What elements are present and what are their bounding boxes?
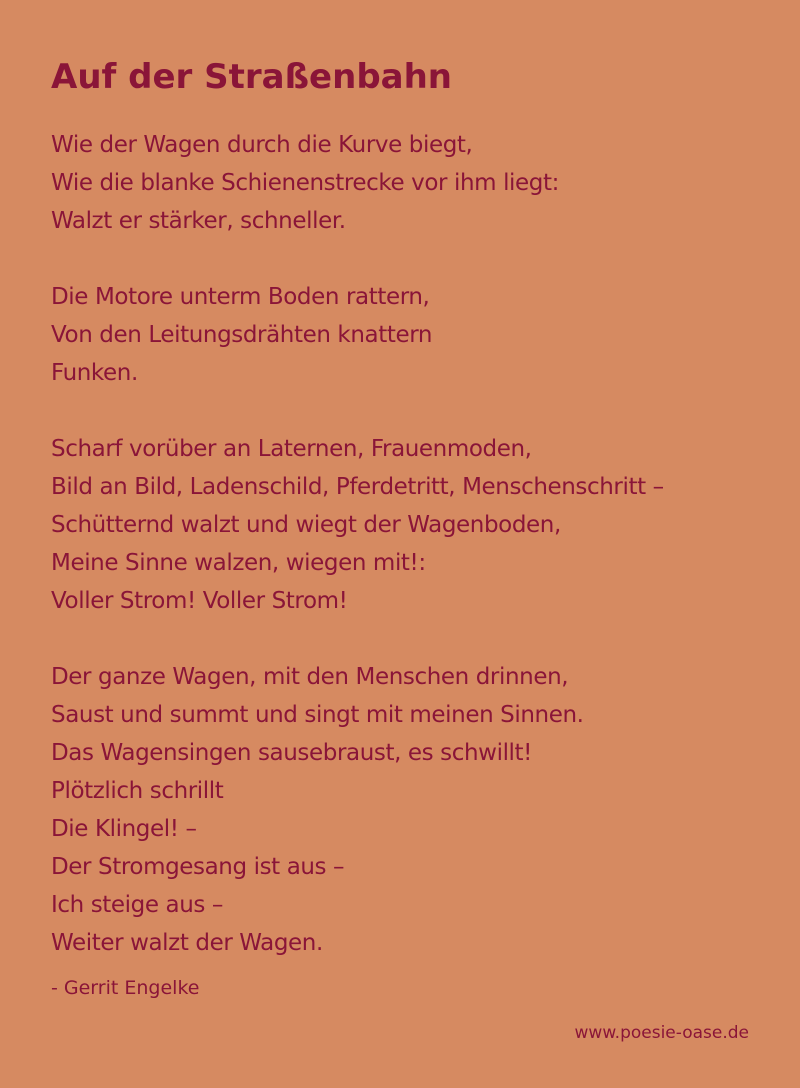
poem-line: Weiter walzt der Wagen.: [51, 930, 323, 956]
stanza-4: [51, 658, 771, 962]
poem-body: [51, 126, 771, 1000]
poem-title: Auf der Straßenbahn: [51, 57, 453, 97]
poem-line: Schütternd walzt und wiegt der Wagenboden,: [51, 512, 561, 538]
poem-line: Wie die blanke Schienenstrecke vor ihm liegt:: [51, 170, 559, 196]
poem-line: Von den Leitungsdrähten knattern: [51, 322, 433, 348]
poem-line: Scharf vorüber an Laternen, Frauenmoden,: [51, 436, 532, 462]
website-credit: www.poesie-oase.de: [574, 1023, 749, 1043]
poem-line: Die Klingel! –: [51, 816, 197, 842]
poem-line: Der ganze Wagen, mit den Menschen drinnen,: [51, 664, 569, 690]
poem-line: Voller Strom! Voller Strom!: [51, 588, 348, 614]
poem-line: Walzt er stärker, schneller.: [51, 208, 346, 234]
poem-author: - Gerrit Engelke: [51, 977, 200, 999]
poem-line: Bild an Bild, Ladenschild, Pferdetritt, Menschenschritt –: [51, 474, 664, 500]
stanza-1: [51, 126, 771, 240]
stanza-2: [51, 278, 771, 392]
poem-line: Ich steige aus –: [51, 892, 223, 918]
poem-line: Meine Sinne walzen, wiegen mit!:: [51, 550, 426, 576]
poem-line: Wie der Wagen durch die Kurve biegt,: [51, 132, 473, 158]
poem-line: Der Stromgesang ist aus –: [51, 854, 345, 880]
poem-line: Saust und summt und singt mit meinen Sinnen.: [51, 702, 584, 728]
poem-line: Funken.: [51, 360, 138, 386]
poem-line: Das Wagensingen sausebraust, es schwillt!: [51, 740, 532, 766]
poem-line: Plötzlich schrillt: [51, 778, 224, 804]
poem-line: Die Motore unterm Boden rattern,: [51, 284, 430, 310]
stanza-3: [51, 430, 771, 620]
